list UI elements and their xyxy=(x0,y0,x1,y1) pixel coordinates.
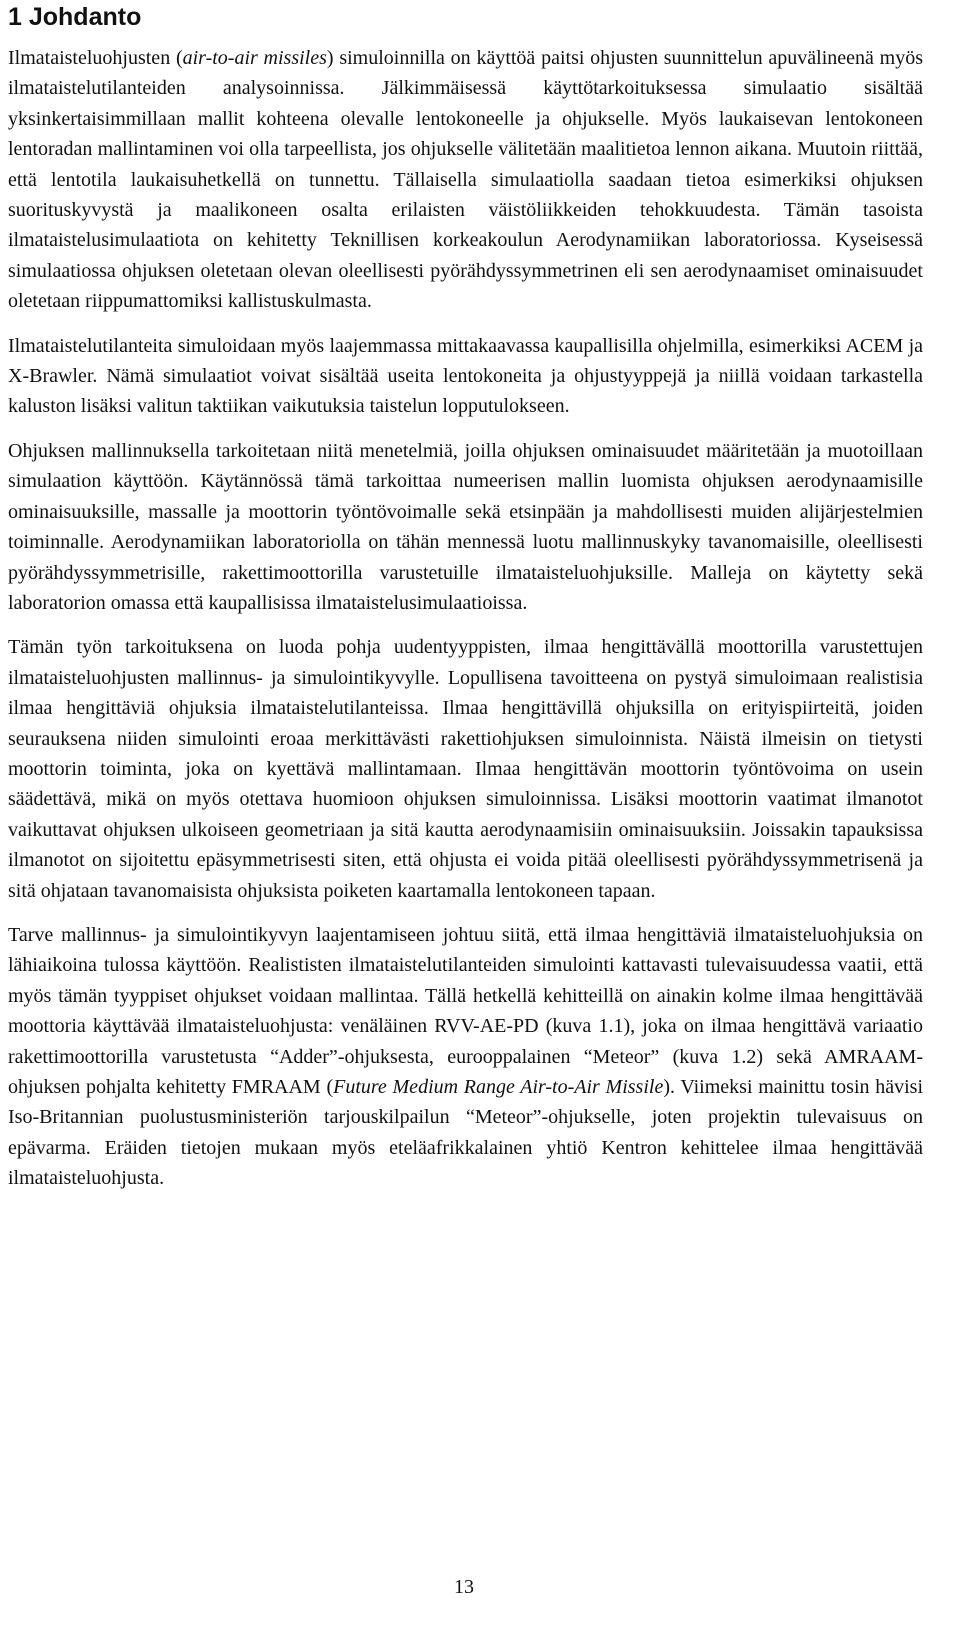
italic-term: Future Medium Range Air-to-Air Missile xyxy=(333,1076,664,1098)
paragraph-text: Ilmataistelutilanteita simuloidaan myös laajemmassa mittakaavassa kaupallisilla ohjelmilla, esimerkiksi ACEM ja X-Brawler. Nämä simulaatiot voivat sisältää useita lentokoneita ja ohjustyyppejä ja niillä voidaan tarkastella kaluston lisäksi valitun taktiikan vaikutuksia taistelun lopputulokseen. xyxy=(8,334,923,418)
paragraph-text: Ohjuksen mallinnuksella tarkoitetaan niitä menetelmiä, joilla ohjuksen ominaisuudet määritetään ja muotoillaan simulaation käyttöön. Käytännössä tämä tarkoittaa numeerisen mallin luomista ohjuksen aerodynaamisille ominaisuuksille, massalle ja moottorin työntövoimalle sekä etsinpään ja mahdollisesti muiden alijärjestelmien toiminnalle. Aerodynamiikan laboratoriolla on tähän mennessä luotu mallinnuskyky tavanomaisille, oleellisesti pyörähdyssymmetrisille, rakettimoottorilla varustetuille ilmataisteluohjuksille. Malleja on käytetty sekä laboratorion omassa että kaupallisissa ilmataistelusimulaatioissa. xyxy=(8,439,923,614)
paragraph-text: Ilmataisteluohjusten ( xyxy=(8,47,183,69)
paragraph-text: ). Viimeksi mainittu tosin hävisi Iso-Britannian puolustusministeriön tarjouskilpailun “Meteor”-ohjukselle, joten projektin tulevaisuus on epävarma. Eräiden tietojen mukaan myös eteläafrikkalainen yhtiö Kentron kehittelee ilmaa hengittävää ilmataisteluohjusta. xyxy=(8,1076,924,1190)
paragraph-text: Tämän työn tarkoituksena on luoda pohja uudentyyppisten, ilmaa hengittävällä moottorilla varustettujen ilmataisteluohjusten mallinnus- ja simulointikyvylle. Lopullisena tavoitteena on pystyä simuloimaan realistisia ilmaa hengittäviä ohjuksia ilmataistelutilanteissa. Ilmaa hengittävillä ohjuksilla on erityispiirteitä, joiden seurauksena niiden simulointi eroaa merkittävästi rakettiohjuksen simuloinnista. Näistä ilmeisin on tietysti moottorin toiminta, joka on kyettävä mallintamaan. Ilmaa hengittävän moottorin työntövoima on usein säädettävä, mikä on myös otettava huomioon ohjuksen simuloinnissa. Lisäksi moottorin vaatimat ilmanotot vaikuttavat ohjuksen ulkoiseen geometriaan ja sitä kautta aerodynaamisiin ominaisuuksiin. Joissakin tapauksissa ilmanotot on sijoitettu epäsymmetrisesti siten, että ohjusta ei voida pitää oleellisesti pyörähdyssymmetrisenä ja sitä ohjataan tavanomaisista ohjuksista poiketen kaartamalla lentokoneen tapaan. xyxy=(8,636,923,902)
italic-term: air-to-air missiles xyxy=(182,47,327,69)
paragraph-1 xyxy=(8,43,923,317)
paragraph-2 xyxy=(8,331,923,422)
page-number: 13 xyxy=(454,1576,474,1598)
paragraph-4 xyxy=(8,632,923,906)
document-page xyxy=(8,0,923,1208)
section-heading: 1 Johdanto xyxy=(8,3,142,31)
paragraph-3 xyxy=(8,436,923,618)
paragraph-text: ) simuloinnilla on käyttöä paitsi ohjusten suunnittelun apuvälineenä myös ilmataistelutilanteiden analysoinnissa. Jälkimmäisessä käyttötarkoituksessa simulaatio sisältää yksinkertaisimmillaan mallit kohteena olevalle lentokoneelle ja ohjukselle. Myös laukaisevan lentokoneen lentoradan mallintaminen voi olla tarpeellista, jos ohjukselle välitetään maalitietoa lennon aikana. Muutoin riittää, että lentotila laukaisuhetkellä on tunnettu. Tällaisella simulaatiolla saadaan tietoa esimerkiksi ohjuksen suorituskyvystä ja maalikoneen osalta erilaisten väistöliikkeiden tehokkuudesta. Tämän tasoista ilmataistelusimulaatiota on kehitetty Teknillisen korkeakoulun Aerodynamiikan laboratoriossa. Kyseisessä simulaatiossa ohjuksen oletetaan olevan oleellisesti pyörähdyssymmetrinen eli sen aerodynaamiset ominaisuudet oletetaan riippumattomiksi kallistuskulmasta. xyxy=(8,47,923,313)
paragraph-text: Tarve mallinnus- ja simulointikyvyn laajentamiseen johtuu siitä, että ilmaa hengittäviä ilmataisteluohjuksia on lähiaikoina tulossa käyttöön. Realististen ilmataistelutilanteiden simulointi kattavasti tulevaisuudessa vaatii, että myös tämän tyyppiset ohjukset voidaan mallintaa. Tällä hetkellä kehitteillä on ainakin kolme ilmaa hengittävää moottoria käyttävää ilmataisteluohjusta: venäläinen RVV-AE-PD (kuva 1.1), joka on ilmaa hengittävä variaatio rakettimoottorilla varustetusta “Adder”-ohjuksesta, eurooppalainen “Meteor” (kuva 1.2) sekä AMRAAM-ohjuksen pohjalta kehitetty FMRAAM ( xyxy=(8,923,923,1098)
paragraph-5 xyxy=(8,920,923,1194)
